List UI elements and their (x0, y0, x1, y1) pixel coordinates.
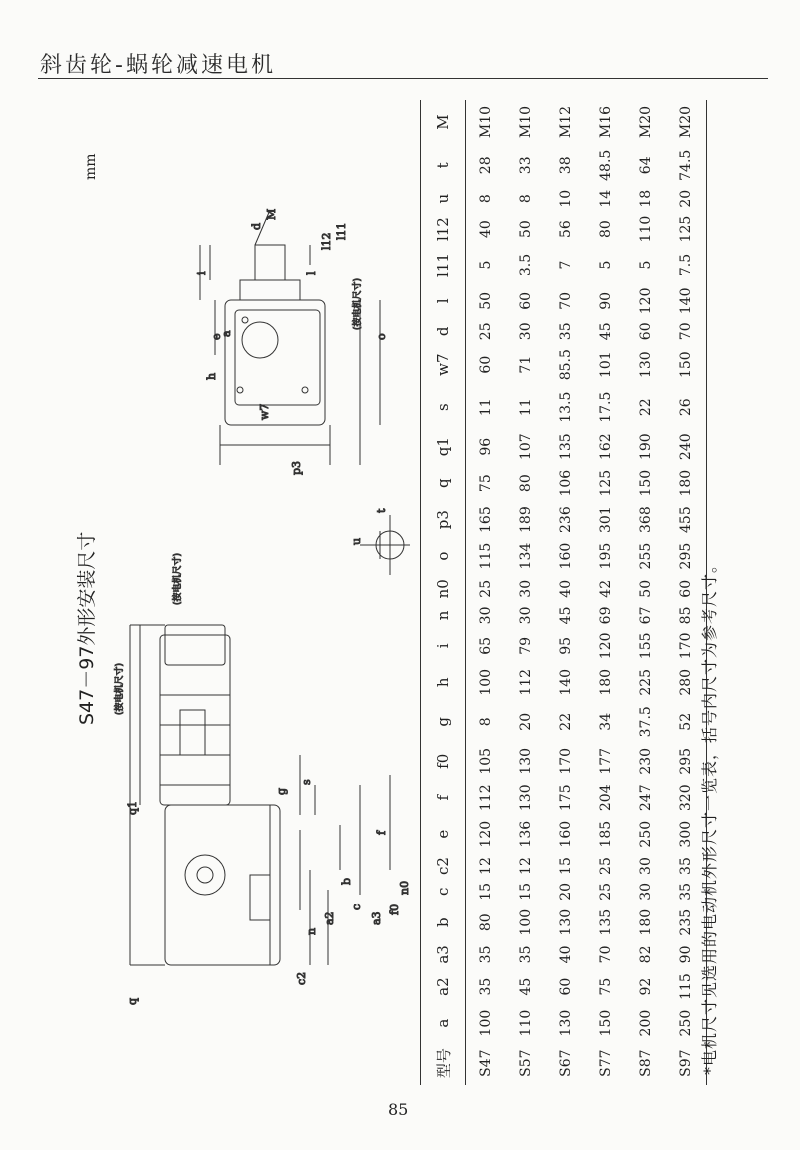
column-header: i (421, 628, 466, 664)
table-cell: 22 (638, 398, 654, 417)
label-g: g (275, 787, 288, 795)
table-cell: 50 (518, 220, 534, 239)
table-cell: 130 (558, 908, 574, 936)
table-cell: 30 (638, 882, 654, 901)
header-title: 斜齿轮-蜗轮减速电机 (40, 53, 276, 78)
table-cell: 38 (558, 156, 574, 175)
label-q: q (126, 997, 139, 1005)
label-u: u (350, 537, 363, 545)
table-cell: 25 (478, 322, 494, 341)
column-header: c (421, 880, 466, 904)
table-cell: 14 (598, 189, 614, 208)
rotated-content (60, 65, 750, 1085)
table-cell: 18 (638, 189, 654, 208)
table-cell: 230 (638, 747, 654, 775)
table-cell: 136 (518, 820, 534, 848)
table-cell: 22 (558, 712, 574, 731)
table-row (586, 100, 626, 1085)
table-cell: 25 (598, 882, 614, 901)
table-cell: 5 (638, 260, 654, 270)
table-cell: 110 (518, 1009, 534, 1037)
table-cell: 37.5 (638, 706, 654, 738)
table-cell: 80 (478, 913, 494, 932)
table-cell: 75 (478, 474, 494, 493)
label-b: b (340, 877, 353, 885)
label-f0: f0 (388, 903, 401, 915)
column-header: n (421, 603, 466, 627)
table-cell: 35 (666, 880, 707, 904)
label-a: a (220, 330, 233, 337)
table-cell: 295 (666, 743, 707, 779)
table-cell: 255 (638, 542, 654, 570)
table-cell: 40 (558, 945, 574, 964)
table-cell: 250 (666, 1005, 707, 1041)
table-cell: 8 (518, 194, 534, 204)
table-cell: 92 (638, 977, 654, 996)
table-cell: 150 (598, 1009, 614, 1037)
table-cell: S47 (478, 1049, 494, 1077)
table-cell: 106 (558, 469, 574, 497)
column-header: p3 (421, 501, 466, 537)
column-header: f (421, 780, 466, 816)
table-cell: 455 (666, 501, 707, 537)
table-cell: 295 (666, 538, 707, 574)
column-header: o (421, 538, 466, 574)
column-header: c2 (421, 852, 466, 879)
table-cell: S87 (638, 1049, 654, 1077)
table-cell: 170 (558, 747, 574, 775)
table-cell: 175 (558, 784, 574, 812)
table-cell: M10 (478, 105, 494, 139)
label-o: o (375, 333, 388, 340)
table-cell: 95 (558, 636, 574, 655)
table-cell: 170 (666, 628, 707, 664)
table-row (546, 100, 586, 1085)
page-number: 85 (388, 1100, 409, 1119)
column-header: q (421, 465, 466, 501)
table-cell: M16 (598, 105, 614, 139)
unit-label: mm (83, 153, 99, 180)
motor-fan-cover (165, 625, 225, 665)
table-cell: 10 (558, 189, 574, 208)
table-cell: 96 (478, 437, 494, 456)
column-header: b (421, 904, 466, 940)
label-l: l (305, 271, 318, 275)
table-cell: S67 (558, 1049, 574, 1077)
table-cell: 45 (598, 322, 614, 341)
table-cell: M12 (558, 105, 574, 139)
table-row (626, 100, 666, 1085)
table-cell: 56 (558, 220, 574, 239)
column-header: q1 (421, 428, 466, 464)
table-header-row (421, 100, 466, 1085)
table-cell: 160 (558, 820, 574, 848)
table-cell: 368 (638, 506, 654, 533)
label-w7: w7 (258, 403, 271, 420)
column-header: h (421, 664, 466, 700)
table-cell: 112 (518, 668, 534, 696)
table-cell: 177 (598, 747, 614, 775)
table-cell: 64 (638, 156, 654, 175)
label-q1: q1 (126, 800, 139, 815)
table-cell: 85.5 (558, 349, 574, 381)
table-cell: M20 (666, 100, 707, 144)
table-cell: 130 (558, 1009, 574, 1037)
table-cell: 69 (598, 606, 614, 625)
column-header: a3 (421, 940, 466, 968)
label-h: h (205, 372, 218, 380)
table-cell: 85 (666, 603, 707, 627)
table-cell: 90 (598, 291, 614, 310)
table-cell: 189 (518, 506, 534, 533)
hollow-shaft-circle (185, 855, 225, 895)
right-view-drawing (200, 210, 380, 465)
table-cell: S97 (666, 1041, 707, 1085)
table-cell: 101 (598, 351, 614, 379)
table-cell: 3.5 (518, 253, 534, 277)
table-cell: 65 (478, 636, 494, 655)
label-s: s (300, 779, 313, 785)
column-header: g (421, 701, 466, 744)
table-cell: 8 (478, 194, 494, 204)
table-cell: 320 (666, 780, 707, 816)
table-row (466, 100, 507, 1085)
table-cell: 35 (518, 945, 534, 964)
table-cell: 15 (518, 882, 534, 901)
shaft-section-drawing (360, 515, 410, 575)
table-cell: 74.5 (666, 144, 707, 187)
table-cell: 130 (518, 784, 534, 812)
table-cell: 26 (666, 386, 707, 429)
table-cell: 17.5 (598, 391, 614, 423)
table-cell: 301 (598, 506, 614, 533)
label-n: n (305, 927, 318, 935)
table-cell: 25 (478, 579, 494, 598)
table-cell: 60 (558, 977, 574, 996)
table-cell: 165 (478, 506, 494, 533)
table-cell: 45 (518, 977, 534, 996)
table-cell: 48.5 (598, 149, 614, 181)
column-header: w7 (421, 343, 466, 386)
column-header: l11 (421, 247, 466, 282)
motor-body (160, 635, 230, 805)
table-cell: 5 (478, 260, 494, 270)
column-header: s (421, 386, 466, 429)
table-cell: 30 (518, 579, 534, 598)
table-cell: 20 (558, 882, 574, 901)
table-cell: 204 (598, 784, 614, 812)
table-cell: 130 (638, 351, 654, 379)
table-cell: 140 (558, 668, 574, 696)
table-cell: 100 (478, 668, 494, 696)
table-cell: 70 (666, 319, 707, 343)
table-cell: 7.5 (666, 247, 707, 282)
table-cell: 35 (478, 977, 494, 996)
label-c: c (350, 903, 363, 910)
table-cell: 107 (518, 433, 534, 461)
table-cell: 12 (518, 857, 534, 875)
column-header: t (421, 144, 466, 187)
table-cell: S77 (598, 1049, 614, 1077)
table-cell: 20 (666, 187, 707, 211)
table-cell: 52 (666, 701, 707, 744)
table-cell: 13.5 (558, 391, 574, 423)
table-cell: 300 (666, 816, 707, 852)
column-header: f0 (421, 743, 466, 779)
table-cell: 35 (478, 945, 494, 964)
table-cell: 42 (598, 579, 614, 598)
section-title: S47－97外形安装尺寸 (76, 531, 98, 725)
table-cell: 35 (558, 322, 574, 341)
table-cell: 134 (518, 542, 534, 570)
column-header: M (421, 100, 466, 144)
table-cell: 140 (666, 283, 707, 319)
table-cell: 70 (558, 291, 574, 310)
table-cell: 8 (478, 717, 494, 727)
table-cell: 15 (558, 857, 574, 875)
table-cell: 45 (558, 606, 574, 625)
table-cell: 190 (638, 433, 654, 461)
column-header: l (421, 283, 466, 319)
table-cell: 125 (598, 469, 614, 497)
table-cell: 112 (478, 784, 494, 812)
table-cell: 75 (598, 977, 614, 996)
table-cell: 60 (518, 291, 534, 310)
table-cell: 195 (598, 542, 614, 570)
table-cell: 90 (666, 940, 707, 968)
table-cell: 30 (638, 857, 654, 875)
table-cell: 180 (638, 908, 654, 936)
left-view-drawing (130, 625, 390, 965)
motor-size-note-3: (按电机尺寸) (353, 277, 363, 330)
table-cell: 130 (518, 747, 534, 775)
table-cell: 135 (598, 908, 614, 936)
table-cell: 162 (598, 433, 614, 461)
column-header: a2 (421, 968, 466, 1004)
table-cell: 34 (598, 712, 614, 731)
table-cell: 11 (478, 398, 494, 417)
table-row (506, 100, 546, 1085)
table-cell: S57 (518, 1049, 534, 1077)
table-body (466, 100, 707, 1085)
table-cell: 225 (638, 668, 654, 696)
table-cell: 79 (518, 636, 534, 655)
table-cell: 50 (638, 579, 654, 598)
table-cell: 150 (638, 469, 654, 497)
table-cell: 105 (478, 747, 494, 775)
table-cell: 60 (478, 355, 494, 374)
table-cell: M10 (518, 105, 534, 139)
table-cell: 155 (638, 632, 654, 660)
table-cell: 11 (518, 398, 534, 417)
table-cell: 7 (558, 260, 574, 270)
column-header: 型号 (421, 1041, 466, 1085)
table-cell: 120 (638, 287, 654, 315)
label-c2: c2 (295, 971, 308, 985)
table-cell: 120 (478, 820, 494, 848)
table-cell: 280 (666, 664, 707, 700)
terminal-box (180, 710, 205, 755)
table-cell: 40 (478, 220, 494, 239)
column-header: n0 (421, 574, 466, 603)
column-header: u (421, 187, 466, 211)
table-cell: 5 (598, 260, 614, 270)
table-cell: 247 (638, 784, 654, 812)
column-header: e (421, 816, 466, 852)
table-cell: 30 (518, 606, 534, 625)
label-e: e (210, 333, 223, 340)
table-cell: 12 (478, 857, 494, 875)
footnote: *电机尺寸见选用的电动机外形尺寸一览表，括号内尺寸为参考尺寸。 (700, 555, 719, 1075)
table-cell: M20 (638, 105, 654, 139)
label-p3: p3 (290, 460, 303, 475)
table-cell: 115 (666, 968, 707, 1004)
table-cell: 20 (518, 712, 534, 731)
table-cell: 240 (666, 428, 707, 464)
table-cell: 70 (598, 945, 614, 964)
label-t: t (375, 508, 388, 513)
table-cell: 200 (638, 1009, 654, 1037)
table-cell: 15 (478, 882, 494, 901)
table-cell: 180 (598, 668, 614, 696)
table-cell: 82 (638, 945, 654, 964)
table-cell: 80 (518, 474, 534, 493)
table-cell: 135 (558, 433, 574, 461)
table-cell: 28 (478, 156, 494, 175)
table-cell: 71 (518, 355, 534, 374)
table-cell: 100 (478, 1009, 494, 1037)
table-cell: 250 (638, 820, 654, 848)
table-cell: 236 (558, 506, 574, 533)
label-l12: l12 (320, 232, 333, 250)
table-cell: 115 (478, 542, 494, 570)
table-cell: 160 (558, 542, 574, 570)
table-cell: 125 (666, 211, 707, 247)
table-cell: 60 (638, 322, 654, 341)
table-cell: 50 (478, 291, 494, 310)
label-d: d (250, 222, 263, 230)
table-cell: 60 (666, 574, 707, 603)
table-cell: 110 (638, 215, 654, 243)
table-cell: 35 (666, 852, 707, 879)
table-cell: 30 (478, 606, 494, 625)
table-cell: 100 (518, 908, 534, 936)
column-header: d (421, 319, 466, 343)
table-cell: 80 (598, 220, 614, 239)
label-a3: a3 (370, 911, 383, 925)
label-i: i (195, 271, 208, 275)
label-f: f (375, 830, 388, 835)
table-cell: 150 (666, 343, 707, 386)
table-cell: 120 (598, 632, 614, 660)
column-header: a (421, 1005, 466, 1041)
motor-size-note-2: (按电机尺寸) (173, 552, 183, 605)
table-cell: 67 (638, 606, 654, 625)
label-m: M (265, 208, 278, 220)
column-header: l12 (421, 211, 466, 247)
table-cell: 180 (666, 465, 707, 501)
dimension-drawing (60, 65, 420, 1085)
table-cell: 25 (598, 857, 614, 875)
table-cell: 235 (666, 904, 707, 940)
label-a2: a2 (323, 911, 336, 925)
dimension-table (420, 100, 707, 1085)
label-l11: l11 (335, 222, 348, 240)
table-cell: 185 (598, 820, 614, 848)
motor-size-note-1: (按电机尺寸) (115, 662, 125, 715)
table-cell: 30 (518, 322, 534, 341)
label-n0: n0 (398, 880, 411, 895)
table-cell: 40 (558, 579, 574, 598)
table-cell: 33 (518, 156, 534, 175)
